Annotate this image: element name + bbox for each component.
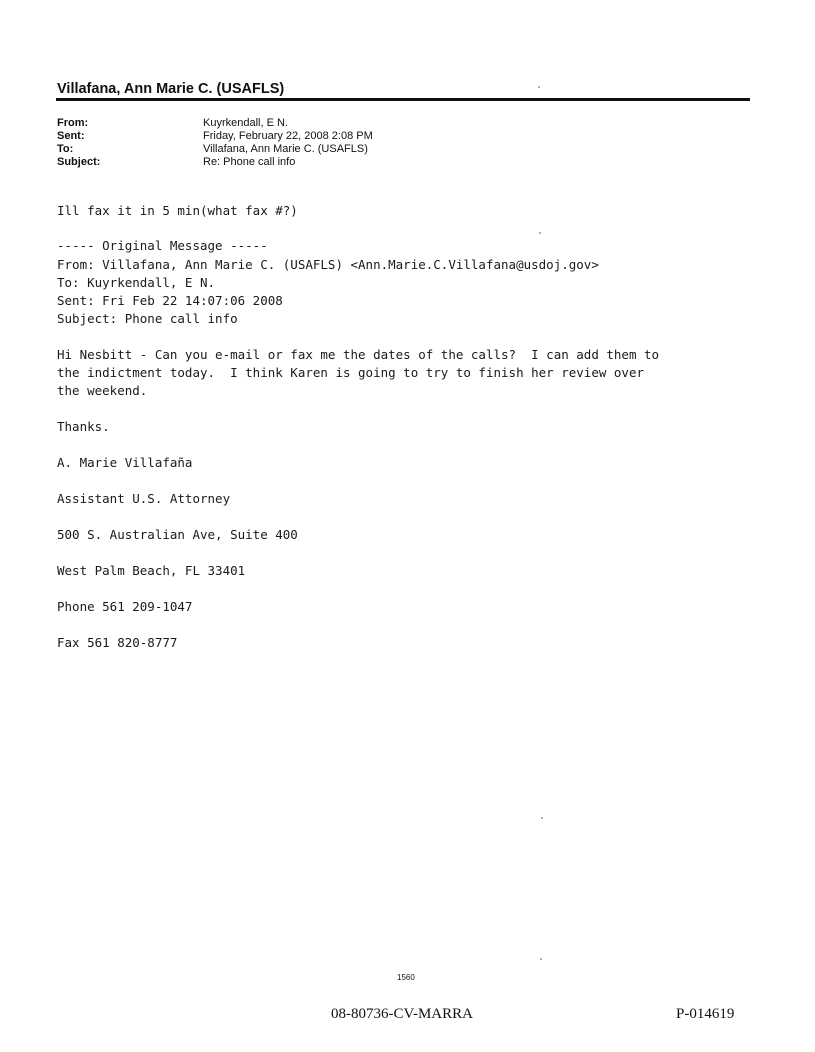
- thanks-text: Thanks.: [57, 419, 110, 434]
- header-value: Villafana, Ann Marie C. (USAFLS): [203, 143, 368, 155]
- title-divider: [56, 98, 750, 101]
- original-from: From: Villafana, Ann Marie C. (USAFLS) <Ann.Marie.C.Villafana@usdoj.gov>: [57, 257, 599, 272]
- signature-phone: Phone 561 209-1047: [57, 599, 193, 614]
- scan-speck: [540, 958, 542, 960]
- footer-case-number: 08-80736-CV-MARRA: [331, 1006, 473, 1022]
- header-label: Subject:: [57, 156, 101, 168]
- body-line: Hi Nesbitt - Can you e-mail or fax me the dates of the calls? I can add them to: [57, 347, 660, 362]
- scan-speck: [539, 232, 541, 234]
- header-value: Friday, February 22, 2008 2:08 PM: [203, 130, 373, 142]
- page-title: Villafana, Ann Marie C. (USAFLS): [57, 81, 285, 97]
- header-value: Kuyrkendall, E N.: [203, 117, 288, 129]
- scan-speck: [538, 86, 540, 88]
- signature-city: West Palm Beach, FL 33401: [57, 563, 246, 578]
- signature-title: Assistant U.S. Attorney: [57, 491, 231, 506]
- header-value: Re: Phone call info: [203, 156, 296, 168]
- original-subject: Subject: Phone call info: [57, 311, 238, 326]
- signature-name: A. Marie Villafaña: [57, 455, 193, 470]
- original-to: To: Kuyrkendall, E N.: [57, 275, 216, 290]
- body-line: the indictment today. I think Karen is going to try to finish her review over: [57, 365, 644, 380]
- header-label: From:: [57, 117, 89, 129]
- scan-speck: [541, 817, 543, 819]
- reply-text: Ill fax it in 5 min(what fax #?): [57, 203, 298, 218]
- signature-fax: Fax 561 820-8777: [57, 635, 178, 650]
- original-separator: ----- Original Message -----: [57, 238, 268, 253]
- original-sent: Sent: Fri Feb 22 14:07:06 2008: [57, 293, 283, 308]
- signature-address: 500 S. Australian Ave, Suite 400: [57, 527, 298, 542]
- footer-bates-number: P-014619: [676, 1006, 735, 1022]
- body-line: the weekend.: [57, 383, 148, 398]
- header-label: To:: [57, 143, 74, 155]
- page-number: 1560: [397, 973, 415, 982]
- header-label: Sent:: [57, 130, 85, 142]
